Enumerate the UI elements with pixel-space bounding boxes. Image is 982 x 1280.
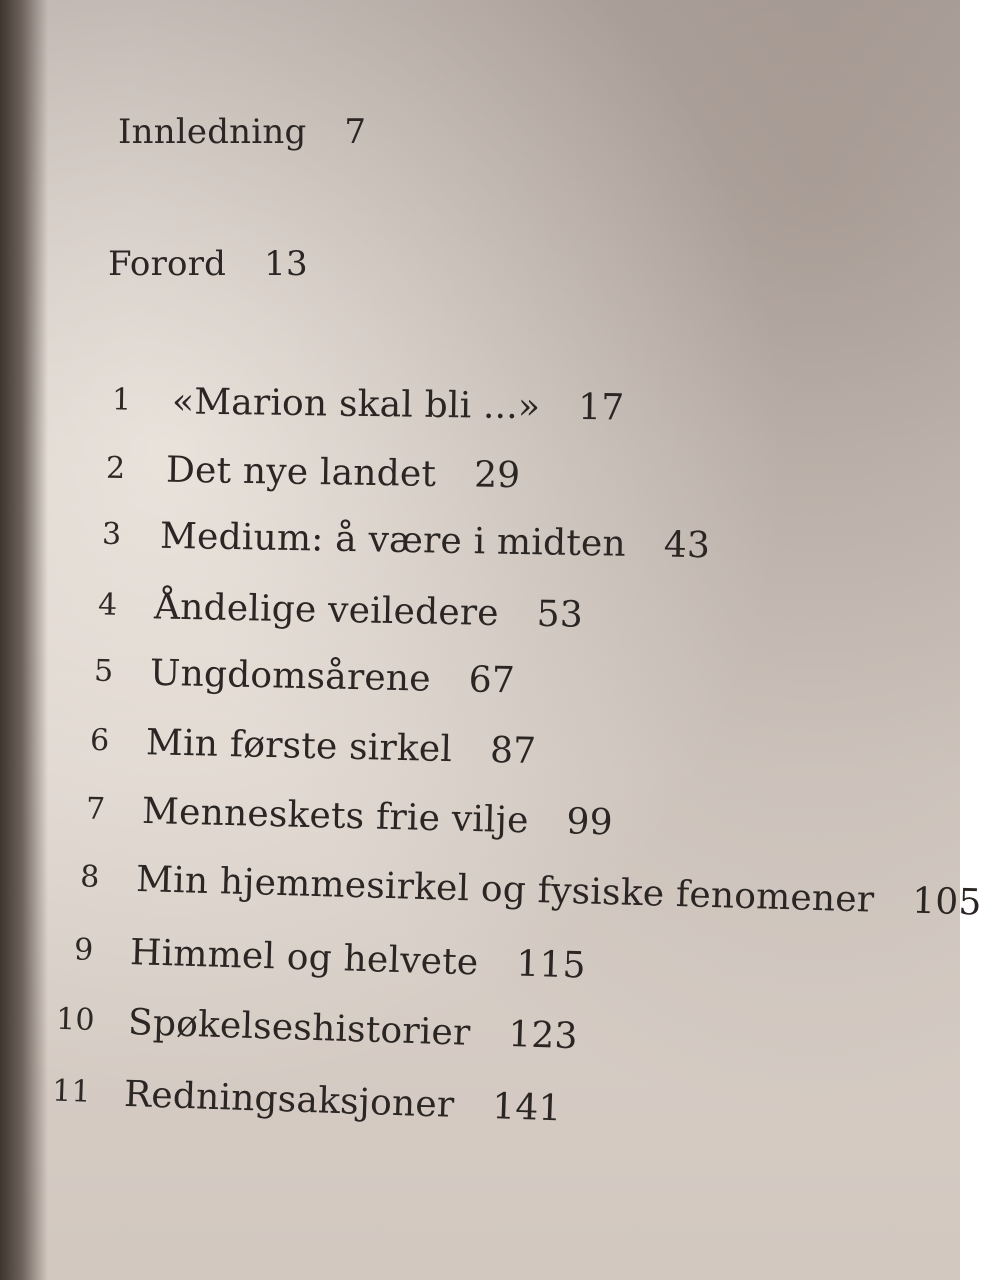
- toc-chapter-11: [51, 1072, 562, 1130]
- chapter-page: 141: [491, 1086, 563, 1130]
- toc-entry-forord: [108, 244, 308, 284]
- chapter-number: 1: [111, 382, 132, 418]
- chapter-page: 53: [536, 593, 584, 636]
- chapter-number: 5: [93, 653, 114, 689]
- toc-chapter-10: [55, 1000, 578, 1057]
- chapter-number: 8: [79, 859, 100, 895]
- chapter-page: 29: [473, 454, 521, 497]
- chapter-title: Min første sirkel: [145, 722, 453, 771]
- toc-chapter-3: [102, 515, 711, 567]
- toc-entry-page: 7: [344, 112, 367, 152]
- chapter-page: 43: [663, 524, 711, 567]
- chapter-page: 99: [566, 801, 614, 844]
- toc-chapter-9: [74, 930, 587, 986]
- toc-chapter-8: [80, 857, 982, 923]
- toc-chapter-5: [94, 652, 516, 702]
- chapter-number: 4: [97, 587, 118, 623]
- chapter-title: Medium: å være i midten: [159, 515, 627, 565]
- chapter-page: 105: [911, 880, 982, 924]
- chapter-number: 10: [55, 1001, 96, 1039]
- chapter-number: 7: [85, 791, 106, 828]
- toc-chapter-2: [106, 449, 521, 497]
- chapter-number: 6: [89, 722, 110, 759]
- chapter-title: Min hjemmesirkel og fysiske fenomener: [135, 858, 875, 921]
- chapter-page: 67: [468, 659, 516, 702]
- chapter-number: 2: [105, 450, 126, 487]
- chapter-page: 17: [577, 386, 625, 429]
- chapter-title: «Marion skal bli ...»: [171, 381, 541, 428]
- toc-chapter-6: [90, 721, 537, 772]
- toc-entry-page: 13: [264, 244, 308, 284]
- chapter-number: 9: [73, 932, 94, 968]
- toc-chapter-1: [112, 380, 625, 428]
- toc-chapter-4: [98, 585, 584, 635]
- toc-chapter-7: [86, 790, 614, 844]
- chapter-page: 123: [507, 1014, 579, 1058]
- chapter-number: 11: [51, 1073, 92, 1110]
- chapter-page: 115: [515, 943, 587, 987]
- chapter-title: Åndelige veiledere: [153, 586, 500, 635]
- chapter-page: 87: [489, 730, 537, 773]
- toc-entry-innledning: [118, 112, 366, 152]
- toc-entry-title: Forord: [108, 244, 227, 284]
- book-gutter-shadow: [0, 0, 48, 1280]
- chapter-title: Det nye landet: [165, 449, 437, 495]
- chapter-title: Menneskets frie vilje: [141, 790, 530, 842]
- chapter-title: Redningsaksjoner: [123, 1073, 455, 1126]
- chapter-title: Spøkelseshistorier: [127, 1002, 471, 1054]
- chapter-title: Himmel og helvete: [129, 932, 479, 984]
- toc-entry-title: Innledning: [118, 112, 307, 152]
- chapter-number: 3: [101, 516, 122, 553]
- chapter-title: Ungdomsårene: [149, 652, 432, 700]
